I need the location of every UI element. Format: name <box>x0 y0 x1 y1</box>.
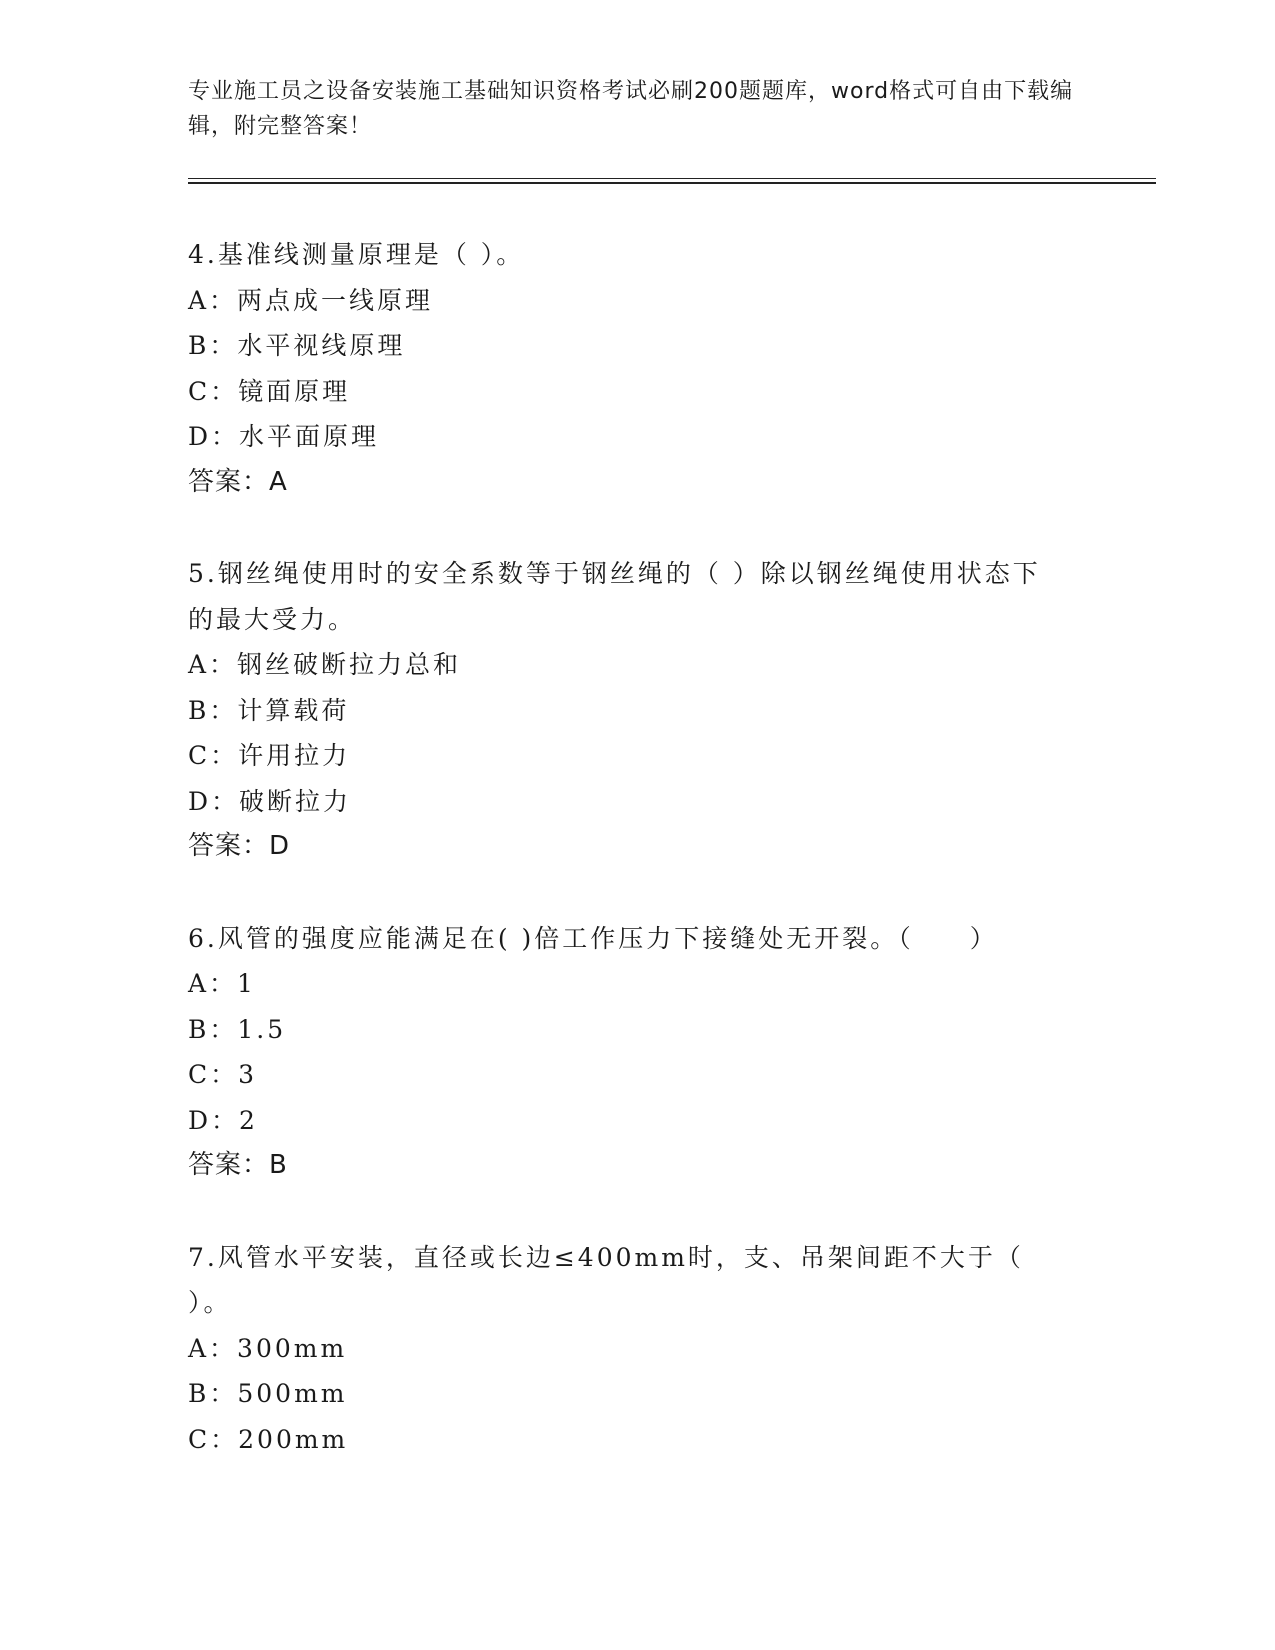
option-a: A：两点成一线原理 <box>188 285 434 315</box>
header-rule-thick <box>188 182 1156 184</box>
option-b: B：计算载荷 <box>188 695 350 725</box>
option-b: B：1.5 <box>188 1014 287 1044</box>
header-rule-thin <box>188 178 1156 179</box>
option-c: C：3 <box>188 1060 258 1089</box>
option-c: C：200mm <box>188 1424 349 1454</box>
question-stem: 7.风管水平安装，直径或长边≤400mm时，支、吊架间距不大于（ ）。 <box>188 1242 1024 1317</box>
option-a: A：300mm <box>188 1333 348 1363</box>
answer: 答案：D <box>188 831 291 861</box>
option-c: C：镜面原理 <box>188 376 351 406</box>
question-stem: 5.钢丝绳使用时的安全系数等于钢丝绳的（ ）除以钢丝绳使用状态下的最大受力。 <box>188 559 1041 634</box>
question-list <box>188 232 1088 1508</box>
question-stem: 4.基准线测量原理是（ ）。 <box>188 240 525 269</box>
answer: 答案：B <box>188 1150 288 1180</box>
option-d: D：2 <box>188 1105 258 1135</box>
question-6 <box>188 916 1088 1189</box>
question-4 <box>188 232 1088 505</box>
option-d: D：破断拉力 <box>188 786 352 816</box>
question-stem: 6.风管的强度应能满足在( )倍工作压力下接缝处无开裂。（ ） <box>188 923 998 953</box>
question-5 <box>188 551 1088 870</box>
answer: 答案：A <box>188 466 288 497</box>
option-a: A：1 <box>188 969 256 998</box>
option-d: D：水平面原理 <box>188 422 380 451</box>
option-c: C：许用拉力 <box>188 741 351 770</box>
option-a: A：钢丝破断拉力总和 <box>188 650 462 679</box>
option-b: B：500mm <box>188 1379 348 1408</box>
question-7 <box>188 1235 1088 1463</box>
option-b: B：水平视线原理 <box>188 331 406 360</box>
document-header: 专业施工员之设备安装施工基础知识资格考试必刷200题题库，word格式可自由下载编辑，附完整答案！ <box>188 79 1074 139</box>
